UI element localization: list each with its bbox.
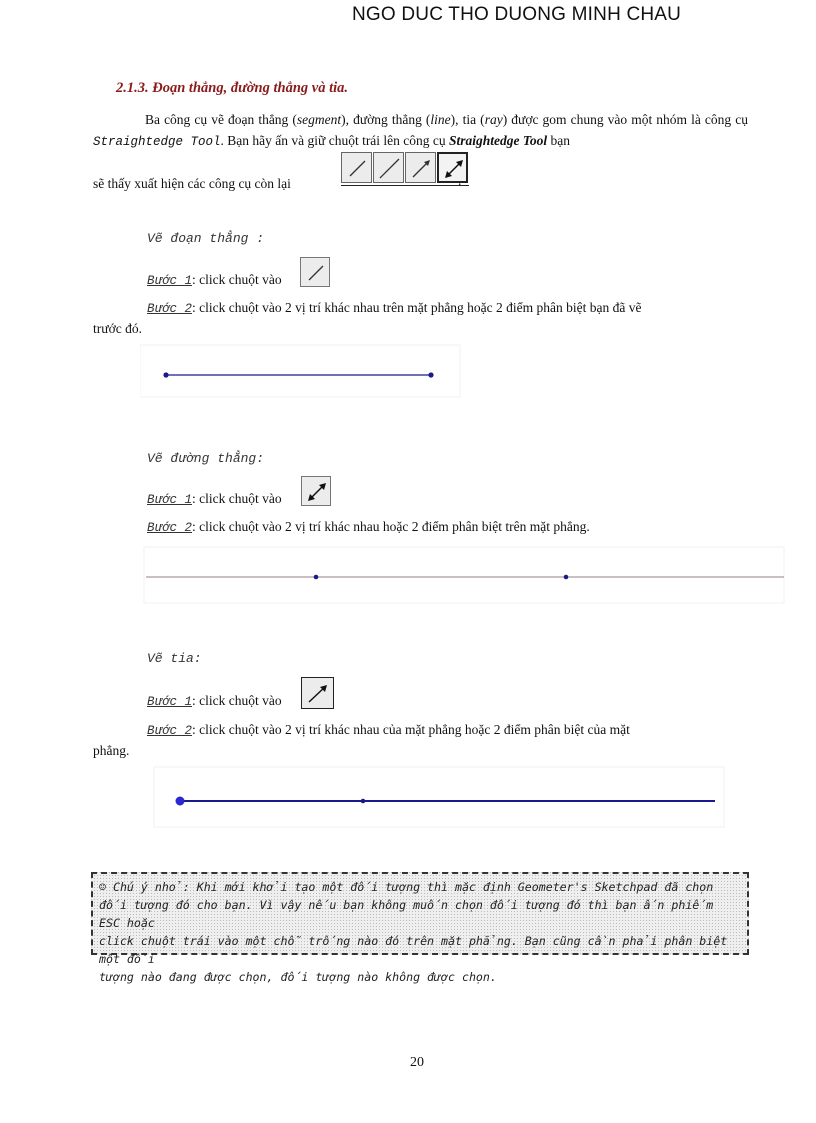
ray-origin-point xyxy=(176,797,185,806)
tool-name: Straightedge Tool xyxy=(93,135,221,149)
line-tool-icon[interactable] xyxy=(373,152,404,183)
section-title: 2.1.3. Đoạn thẳng, đường thẳng và tia. xyxy=(116,80,348,96)
note-box xyxy=(91,872,749,984)
ray-point-b xyxy=(361,799,366,804)
line-point-a xyxy=(314,575,319,580)
line-tool-icon[interactable] xyxy=(301,476,331,506)
segment-step2-cont: trước đó. xyxy=(93,321,142,336)
tool-name-bold: Straightedge Tool xyxy=(449,133,548,148)
page-number: 20 xyxy=(410,1055,424,1070)
note-line-2: đối tượng đó cho bạn. Vì vậy nếu bạn không muốn chọn đối tượng đó thì bạn ấn phiếm ESC hoặc xyxy=(99,898,714,930)
line-step2: Bước 2: click chuột vào 2 vị trí khác nhau hoặc 2 điểm phân biệt trên mặt phẳng. xyxy=(147,519,590,535)
straightedge-toolbar xyxy=(341,152,469,186)
segment-step2: Bước 2: click chuột vào 2 vị trí khác nhau trên mặt phẳng hoặc 2 điểm phân biệt bạn đã vẽ xyxy=(147,300,642,316)
segment-point-a xyxy=(163,372,168,377)
intro-paragraph: Ba công cụ vẽ đoạn thẳng (segment), đường thẳng (line), tia (ray) được gom chung vào một nhóm là công cụ Straightedge Tool. Bạn hãy ấn và giữ chuột trái lên công cụ Straightedge Tool bạn xyxy=(93,112,748,149)
ray-diagram xyxy=(140,765,740,835)
term-segment: segment xyxy=(296,112,342,127)
note-line-1: ☺ Chú ý nhỏ: Khi mới khởi tạo một đối tượng thì mặc định Geometer's Sketchpad đã chọn xyxy=(99,880,714,894)
note-line-4: tượng nào đang được chọn, đối tượng nào không được chọn. xyxy=(99,970,497,984)
line-diagram xyxy=(140,545,790,607)
straightedge-tool-icon[interactable] xyxy=(437,152,468,183)
term-ray: ray xyxy=(484,112,503,127)
segment-tool-icon[interactable] xyxy=(341,152,372,183)
ray-heading: Vẽ tia: xyxy=(147,651,202,666)
ray-step1: Bước 1: click chuột vào xyxy=(147,693,282,709)
note-line-3: click chuột trái vào một chỗ trống nào đó trên mặt phẳng. Bạn cũng cần phải phân biệt một đối xyxy=(99,934,728,966)
intro-period: . xyxy=(458,173,462,188)
segment-point-b xyxy=(428,372,433,377)
segment-heading: Vẽ đoạn thẳng : xyxy=(147,231,265,246)
segment-diagram xyxy=(140,340,470,400)
page-header: NGO DUC THO DUONG MINH CHAU xyxy=(352,4,682,25)
ray-step2-cont: phẳng. xyxy=(93,743,130,758)
segment-tool-icon[interactable] xyxy=(300,257,330,287)
line-step1: Bước 1: click chuột vào xyxy=(147,491,282,507)
intro-last-line: sẽ thấy xuất hiện các công cụ còn lại xyxy=(93,176,291,191)
ray-tool-icon[interactable] xyxy=(301,677,334,709)
ray-tool-icon[interactable] xyxy=(405,152,436,183)
term-line: line xyxy=(430,112,451,127)
line-point-b xyxy=(564,575,569,580)
line-heading: Vẽ đường thẳng: xyxy=(147,451,265,466)
ray-step2: Bước 2: click chuột vào 2 vị trí khác nhau của mặt phẳng hoặc 2 điểm phân biệt của mặt xyxy=(147,722,630,738)
segment-step1: Bước 1: click chuột vào xyxy=(147,272,282,288)
